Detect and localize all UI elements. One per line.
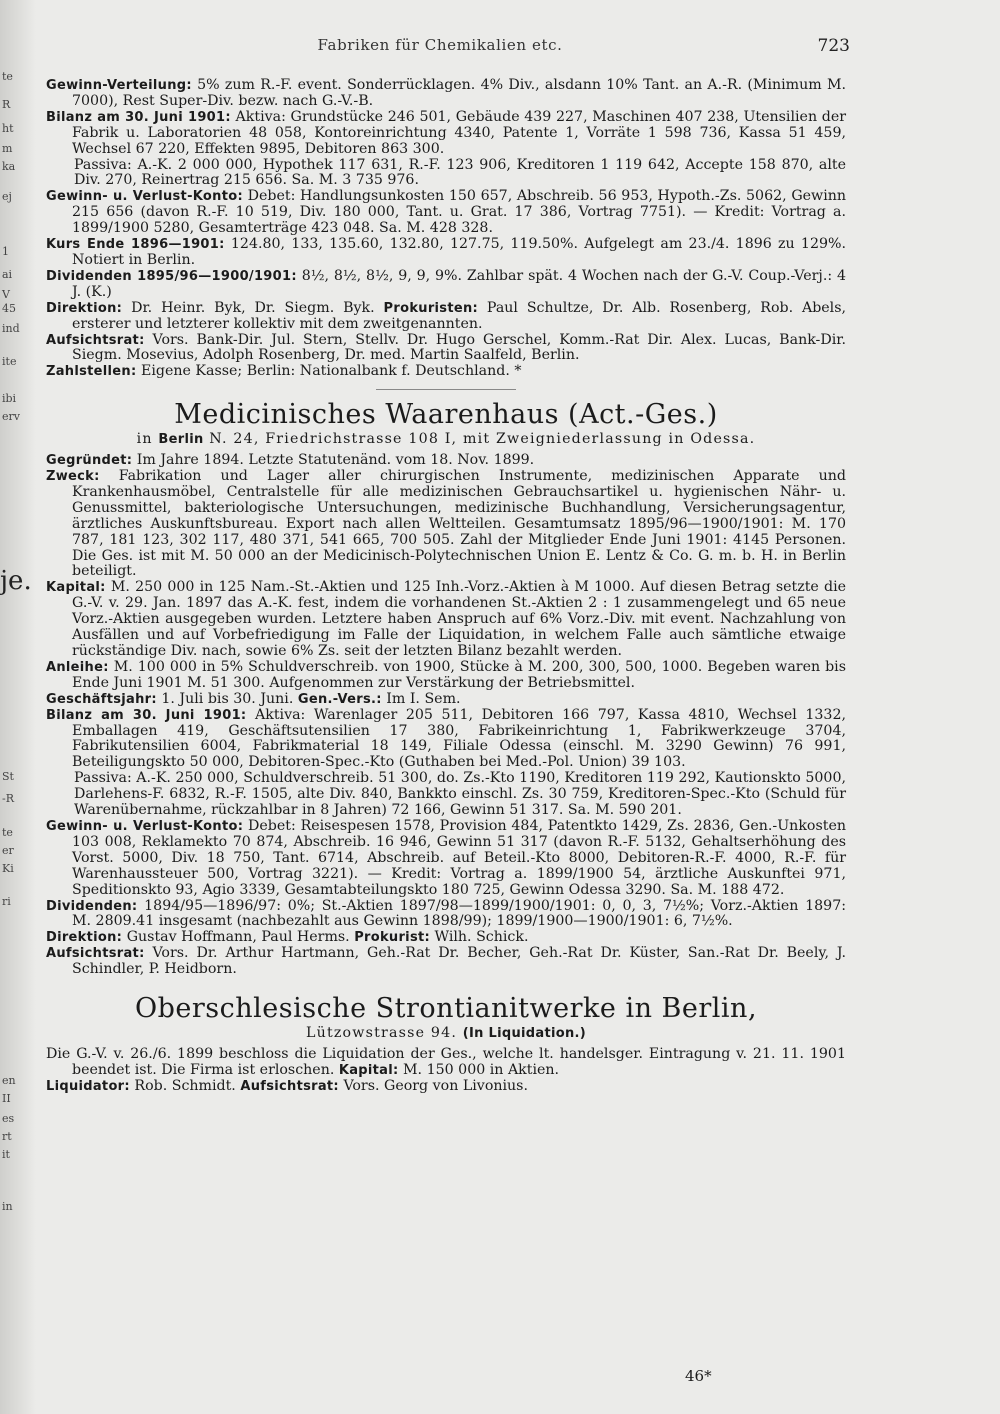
- dividenden-entry: Dividenden: 1894/95—1896/97: 0%; St.-Aktien 1897/98—1899/1900/1901: 0, 0, 3, 7½%; Vorz.-Aktien 1897: M. 2809.41 insgesamt (nachbezahlt aus Gewinn 1898/99); 1899/1900—1900/1901: 6, 7½%.: [46, 897, 846, 930]
- gewinn-verteilung-entry: Gewinn-Verteilung: 5% zum R.-F. event. Sonderrücklagen. 4% Div., alsdann 10% Tant. an A.-R. (Minimum M. 7000), Rest Super-Div. bezw. nach G.-V.-B.: [46, 77, 847, 109]
- gewinn-verlust-entry: Gewinn- u. Verlust-Konto: Debet: Reisespesen 1578, Provision 484, Patentkto 1429, Zs. 2836, Gen.-Unkosten 103 008, Reklamekto 70 874, Abschreib. 16 946, Gewinn 51 317 (davon R.-F. 5132, Gehaltserhöhung des Vorst. 5000, Div. 18 750, Tant. 6714, Abschreib. auf Beteil.-Kto 8000, Debitoren-R.-F. 4000, R.-F. für Warenhaussteuer 500, Vortrag 3221). — Kredit: Vortrag a. 1899/1900 54, ärztliche Auskunftei 971, Speditionskto 93, Agio 3339, Gesamtabteilungskto 180 725, Gewinn Odessa 3290. Sa. M. 188 472.: [46, 817, 846, 898]
- margin-fragment: es: [2, 1112, 15, 1125]
- margin-fragment: -R: [2, 792, 14, 805]
- direktion-entry: Direktion: Gustav Hoffmann, Paul Herms. Prokurist: Wilh. Schick.: [46, 929, 529, 946]
- margin-fragment: in: [2, 1200, 13, 1213]
- liquidator-entry: Liquidator: Rob. Schmidt. Aufsichtsrat: Vors. Georg von Livonius.: [46, 1077, 528, 1094]
- company-address: Lützowstrasse 94. (In Liquidation.): [305, 1025, 587, 1042]
- dividenden-entry: Dividenden 1895/96—1900/1901: 8½, 8½, 8½, 9, 9, 9%. Zahlbar spät. 4 Wochen nach der G.-V. Coup.-Verj.: 4 J. (K.): [46, 267, 846, 300]
- margin-fragment: je.: [0, 566, 32, 596]
- margin-fragment: ri: [2, 895, 11, 908]
- page-number: 723: [817, 36, 850, 56]
- document-body: [46, 78, 846, 1095]
- aufsichtsrat-entry: Aufsichtsrat: Vors. Dr. Arthur Hartmann, Geh.-Rat Dr. Becher, Geh.-Rat Dr. Küster, San.-Rat Dr. Beely, J. Schindler, P. Heidborn.: [46, 945, 846, 978]
- company-title: Oberschlesische Strontianitwerke in Berlin,: [134, 993, 758, 1025]
- margin-fragment: te: [2, 70, 13, 83]
- margin-fragment: rt: [2, 1130, 12, 1143]
- zweck-entry: Zweck: Fabrikation und Lager aller chirurgischen Instrumente, medizinischen Apparate und Krankenhausmöbel, Centralstelle für alle medizinischen Gebrauchsartikel u. hygienischen Nähr- u. Genussmittel, bakteriologische Untersuchungen, medizinische Buchhandlung, Versicherungsagentur, ärztliches Auskunftsbureau. Export nach allen Weltteilen. Gesamtumsatz 1895/96—1900/1901: M. 170 787, 181 123, 302 117, 480 371, 541 665, 700 505. Zahl der Mitglieder Ende Juni 1901: 4145 Personen. Die Ges. ist mit M. 50 000 an der Medicinisch-Polytechnischen Union E. Lentz & Co. G. m. b. H. in Berlin beteiligt.: [46, 468, 846, 580]
- margin-fragment: V: [2, 288, 10, 301]
- zahlstellen-entry: Zahlstellen: Eigene Kasse; Berlin: Nationalbank f. Deutschland. *: [46, 363, 522, 380]
- margin-fragment: en: [2, 1074, 16, 1087]
- liquidation-entry: Die G.-V. v. 26./6. 1899 beschloss die Liquidation der Ges., welche lt. handelsger. Eintragung v. 21. 11. 1901 beendet ist. Die Firma ist erloschen. Kapital: M. 150 000 in Aktien.: [46, 1045, 846, 1078]
- margin-fragment: m: [2, 142, 13, 155]
- margin-fragment: it: [2, 1148, 10, 1161]
- running-header: Fabriken für Chemikalien etc.: [317, 36, 563, 54]
- margin-fragment: ibi: [2, 392, 17, 405]
- company-address: in Berlin N. 24, Friedrichstrasse 108 I, mit Zweigniederlassung in Odessa.: [136, 431, 756, 448]
- margin-fragment: erv: [2, 410, 20, 423]
- kapital-entry: Kapital: M. 250 000 in 125 Nam.-St.-Aktien und 125 Inh.-Vorz.-Aktien à M 1000. Auf diesen Betrag setzte die G.-V. v. 29. Jan. 1897 das A.-K. fest, indem die vorhandenen St.-Aktien 2 : 1 zusammengelegt und 65 neue Vorz.-Aktien ausgegeben wurden. Letztere haben Anspruch auf 6% Vorz.-Div. mit event. Nachzahlung von Ausfällen und auf Vorbefriedigung im Falle der Liquidation, in welchem Falle auch sämtliche etwaige rückständige Div. nach, sowie 6% Zs. seit der letzten Bilanz bezahlt werden.: [46, 579, 846, 659]
- adjacent-page-strip: [0, 0, 36, 1414]
- section-divider: [376, 389, 516, 390]
- gewinn-verlust-entry: Gewinn- u. Verlust-Konto: Debet: Handlungsunkosten 150 657, Abschreib. 56 953, Hypoth.-Zs. 5062, Gewinn 215 656 (davon R.-F. 10 519, Div. 180 000, Tant. u. Grat. 17 386, Vortrag 7751). — Kredit: Vortrag a. 1899/1900 5280, Gesamterträge 423 048. Sa. M. 428 328.: [46, 188, 847, 237]
- margin-fragment: ind: [2, 322, 20, 335]
- margin-fragment: St: [2, 770, 14, 783]
- margin-fragment: ej: [2, 190, 12, 203]
- margin-fragment: er: [2, 844, 14, 857]
- gegruendet-entry: Gegründet: Im Jahre 1894. Letzte Statutenänd. vom 18. Nov. 1899.: [46, 452, 535, 469]
- geschaeftsjahr-entry: Geschäftsjahr: 1. Juli bis 30. Juni. Gen.-Vers.: Im I. Sem.: [46, 690, 461, 707]
- margin-fragment: ht: [2, 122, 14, 135]
- bilanz-entry: Bilanz am 30. Juni 1901: Aktiva: Grundstücke 246 501, Gebäude 439 227, Maschinen 407 238, Utensilien der Fabrik u. Laboratorien 48 058, Kontoreinrichtung 4340, Patente 1, Vorräte 1 598 736, Kassa 51 459, Wechsel 67 220, Effekten 9895, Debitoren 863 300.: [46, 108, 846, 157]
- margin-fragment: ai: [2, 268, 13, 281]
- kurs-entry: Kurs Ende 1896—1901: 124.80, 133, 135.60, 132.80, 127.75, 119.50%. Aufgelegt am 23./4. 1896 zu 129%. Notiert in Berlin.: [46, 236, 846, 268]
- aufsichtsrat-entry: Aufsichtsrat: Vors. Bank-Dir. Jul. Stern, Stellv. Dr. Hugo Gerschel, Komm.-Rat Dir. Alex. Lucas, Bank-Dir. Siegm. Mosevius, Adolph Rosenberg, Dr. med. Martin Saalfeld, Berlin.: [46, 331, 846, 364]
- margin-fragment: ite: [2, 355, 17, 368]
- direktion-entry: Direktion: Dr. Heinr. Byk, Dr. Siegm. Byk. Prokuristen: Paul Schultze, Dr. Alb. Rosenberg, Rob. Abels, ersterer und letzterer kollektiv mit dem zweitgenannten.: [46, 299, 847, 332]
- passiva-entry: Passiva: A.-K. 250 000, Schuldverschreib. 51 300, do. Zs.-Kto 1190, Kreditoren 119 292, Kautionskto 5000, Darlehens-F. 6832, R.-F. 1505, alte Div. 840, Bankkto einschl. Zs. 30 759, Kreditoren-Spec.-Kto (Schuld für Warenübernahme, rückzahlbar in 8 Jahren) 72 166, Gewinn 51 317. Sa. M. 590 201.: [74, 770, 846, 819]
- margin-fragment: 45: [2, 302, 16, 315]
- margin-fragment: R: [2, 98, 11, 111]
- margin-fragment: 1: [2, 245, 9, 258]
- margin-fragment: II: [2, 1092, 11, 1105]
- anleihe-entry: Anleihe: M. 100 000 in 5% Schuldverschreib. von 1900, Stücke à M. 200, 300, 500, 1000. Begeben waren bis Ende Juni 1901 M. 51 300. Aufgenommen zur Verstärkung der Betriebsmittel.: [46, 658, 847, 691]
- signature-mark: 46*: [685, 1367, 712, 1385]
- bilanz-entry: Bilanz am 30. Juni 1901: Aktiva: Warenlager 205 511, Debitoren 166 797, Kassa 4810, Wechsel 1332, Emballagen 419, Geschäftsutensilien 17 380, Fabrikeinrichtung 1, Fabrikwerkzeuge 3704, Fabrikutensilien 6004, Fabrikmaterial 18 149, Filiale Odessa (einschl. M. 3290 Gewinn) 76 991, Beteiligungskto 50 000, Debitoren-Spec.-Kto (Guthaben bei Med.-Pol. Union) 39 103.: [46, 706, 846, 771]
- margin-fragment: ka: [2, 160, 16, 173]
- company-title: Medicinisches Waarenhaus (Act.-Ges.): [174, 399, 718, 431]
- margin-fragment: te: [2, 826, 13, 839]
- passiva-entry: Passiva: A.-K. 2 000 000, Hypothek 117 631, R.-F. 123 906, Kreditoren 1 119 642, Accepte 158 870, alte Div. 270, Reinertrag 215 656. Sa. M. 3 735 976.: [74, 156, 846, 189]
- margin-fragment: Ki: [2, 862, 14, 875]
